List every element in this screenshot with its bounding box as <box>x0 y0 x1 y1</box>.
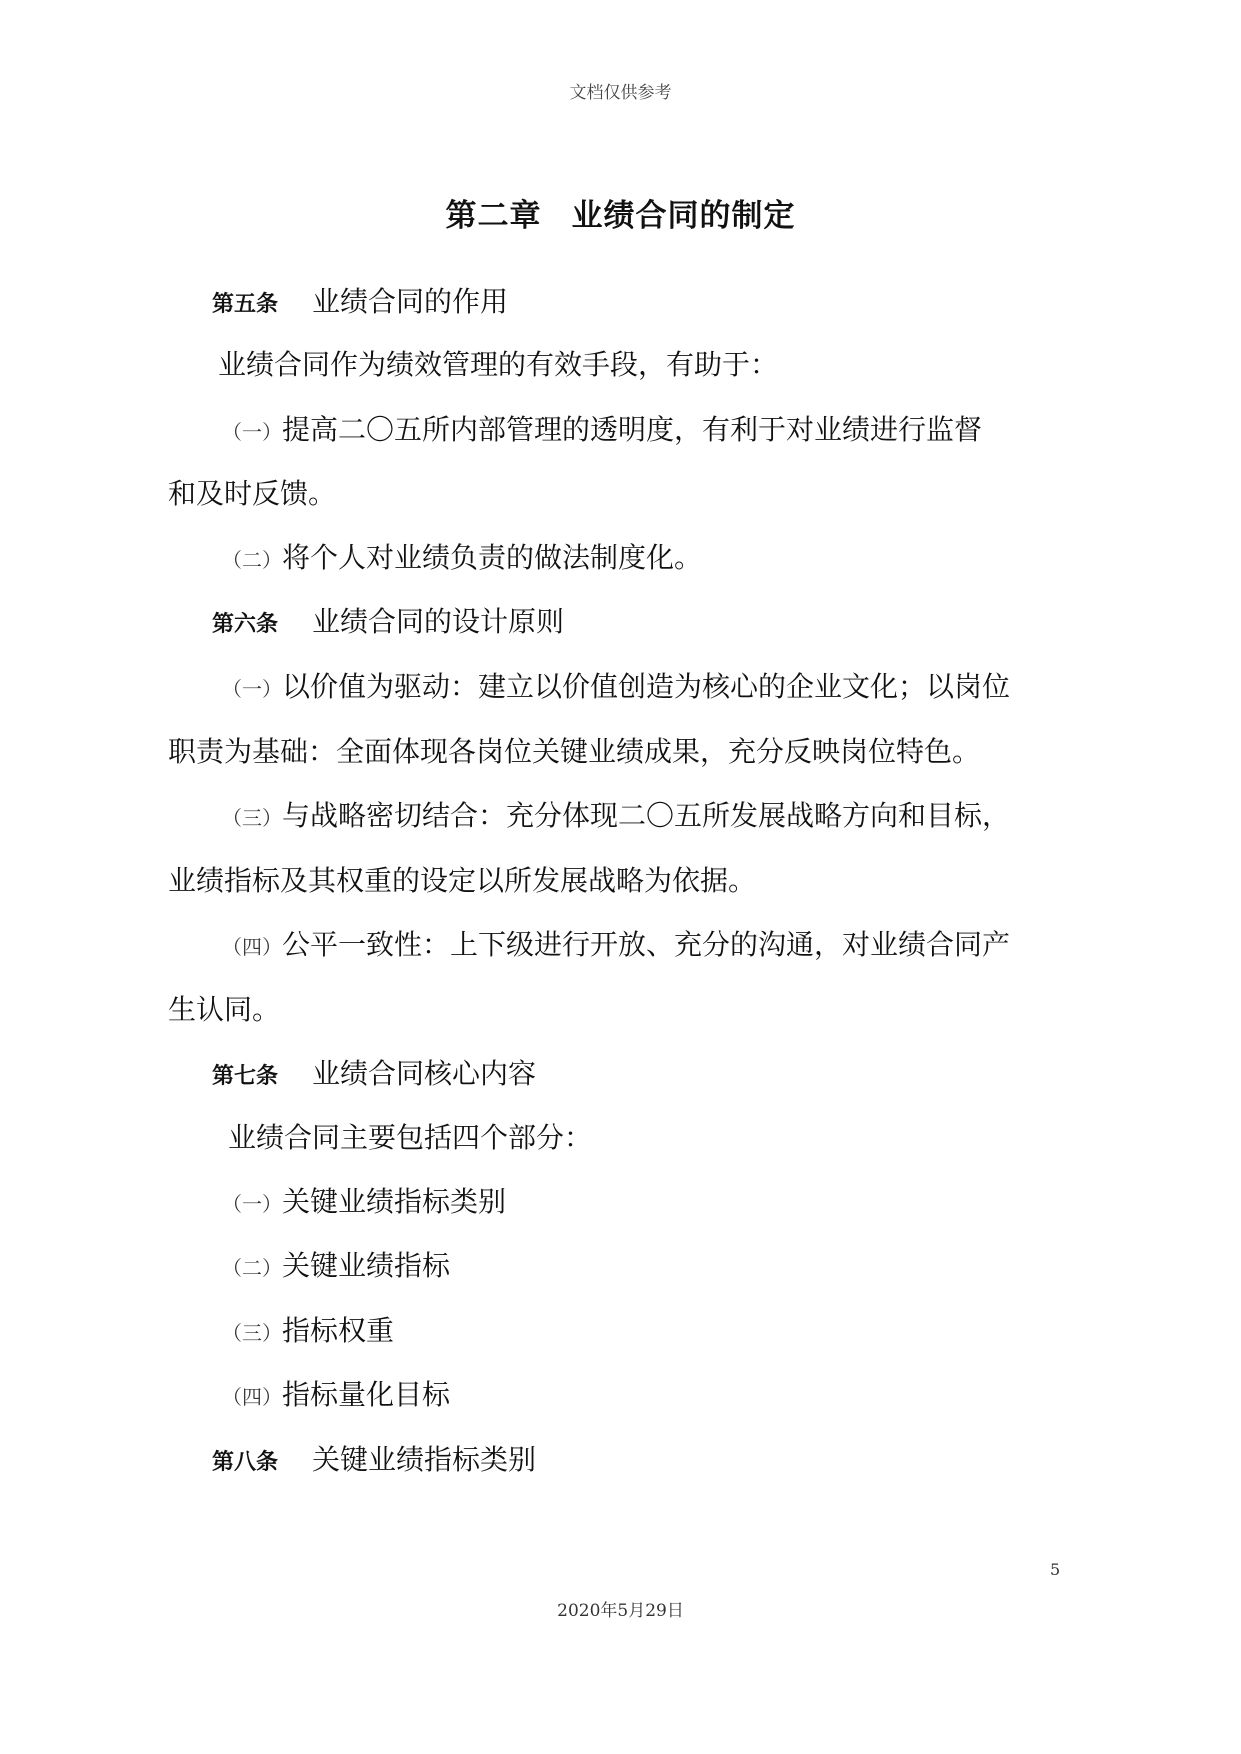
article-8-label: 第八条 <box>212 1450 279 1475</box>
chapter-name: 业绩合同的制定 <box>571 198 796 234</box>
page-footer-date: 2020年5月29日 <box>557 1601 684 1621</box>
list-item-7-2-enum: （二） <box>222 1256 282 1280</box>
article-6-label: 第六条 <box>212 612 279 637</box>
list-item-7-2 <box>222 1246 450 1288</box>
list-item-5-1-continued: 和及时反馈。 <box>168 477 337 510</box>
article-8-title: 关键业绩指标类别 <box>312 1443 537 1476</box>
list-item-6-3-enum: （三） <box>222 806 282 830</box>
list-item-6-1-continued: 职责为基础：全面体现各岗位关键业绩成果，充分反映岗位特色。 <box>168 735 981 768</box>
list-item-6-4-continued: 生认同。 <box>168 993 281 1026</box>
list-item-6-4-enum: （四） <box>222 935 282 959</box>
list-item-6-1-text: 以价值为驱动：建立以价值创造为核心的企业文化；以岗位 <box>282 670 1011 703</box>
list-item-7-3 <box>222 1311 394 1353</box>
list-item-7-1-enum: （一） <box>222 1192 282 1216</box>
list-item-7-1-text: 关键业绩指标类别 <box>282 1185 507 1218</box>
article-5-label: 第五条 <box>212 292 279 317</box>
page-number: 5 <box>1050 1560 1061 1579</box>
article-6-heading <box>212 602 564 645</box>
list-item-5-1-enum: （一） <box>222 420 282 444</box>
list-item-7-4-enum: （四） <box>222 1385 282 1409</box>
list-item-7-4 <box>222 1375 450 1417</box>
article-5-title: 业绩合同的作用 <box>312 285 509 318</box>
list-item-7-3-text: 指标权重 <box>282 1314 395 1347</box>
list-item-7-2-text: 关键业绩指标 <box>282 1249 451 1282</box>
list-item-5-1-text: 提高二〇五所内部管理的透明度，有利于对业绩进行监督 <box>282 413 983 446</box>
article-6-title: 业绩合同的设计原则 <box>312 605 565 638</box>
list-item-5-2-enum: （二） <box>222 548 282 572</box>
article-7-heading <box>212 1054 536 1097</box>
chapter-title <box>0 190 1241 235</box>
list-item-6-3-text: 与战略密切结合：充分体现二〇五所发展战略方向和目标， <box>282 799 1011 832</box>
list-item-6-1 <box>222 667 1010 709</box>
article-7-title: 业绩合同核心内容 <box>312 1057 537 1090</box>
list-item-7-3-enum: （三） <box>222 1321 282 1345</box>
article-8-heading <box>212 1440 536 1483</box>
list-item-5-2-text: 将个人对业绩负责的做法制度化。 <box>282 541 703 574</box>
article-7-label: 第七条 <box>212 1064 279 1089</box>
page-header: 文档仅供参考 <box>569 83 672 103</box>
chapter-number: 第二章 <box>445 198 542 234</box>
list-item-6-4-text: 公平一致性：上下级进行开放、充分的沟通，对业绩合同产 <box>282 928 1011 961</box>
list-item-6-3 <box>222 796 1010 838</box>
list-item-7-1 <box>222 1182 506 1224</box>
article-5-heading <box>212 282 508 325</box>
list-item-6-3-continued: 业绩指标及其权重的设定以所发展战略为依据。 <box>168 864 757 897</box>
paragraph-intro-1: 业绩合同作为绩效管理的有效手段，有助于： <box>218 348 779 381</box>
list-item-7-4-text: 指标量化目标 <box>282 1378 451 1411</box>
paragraph-intro-2: 业绩合同主要包括四个部分： <box>228 1121 593 1154</box>
list-item-5-1 <box>222 410 982 452</box>
list-item-6-4 <box>222 925 1010 967</box>
list-item-5-2 <box>222 538 702 580</box>
list-item-6-1-enum: （一） <box>222 677 282 701</box>
